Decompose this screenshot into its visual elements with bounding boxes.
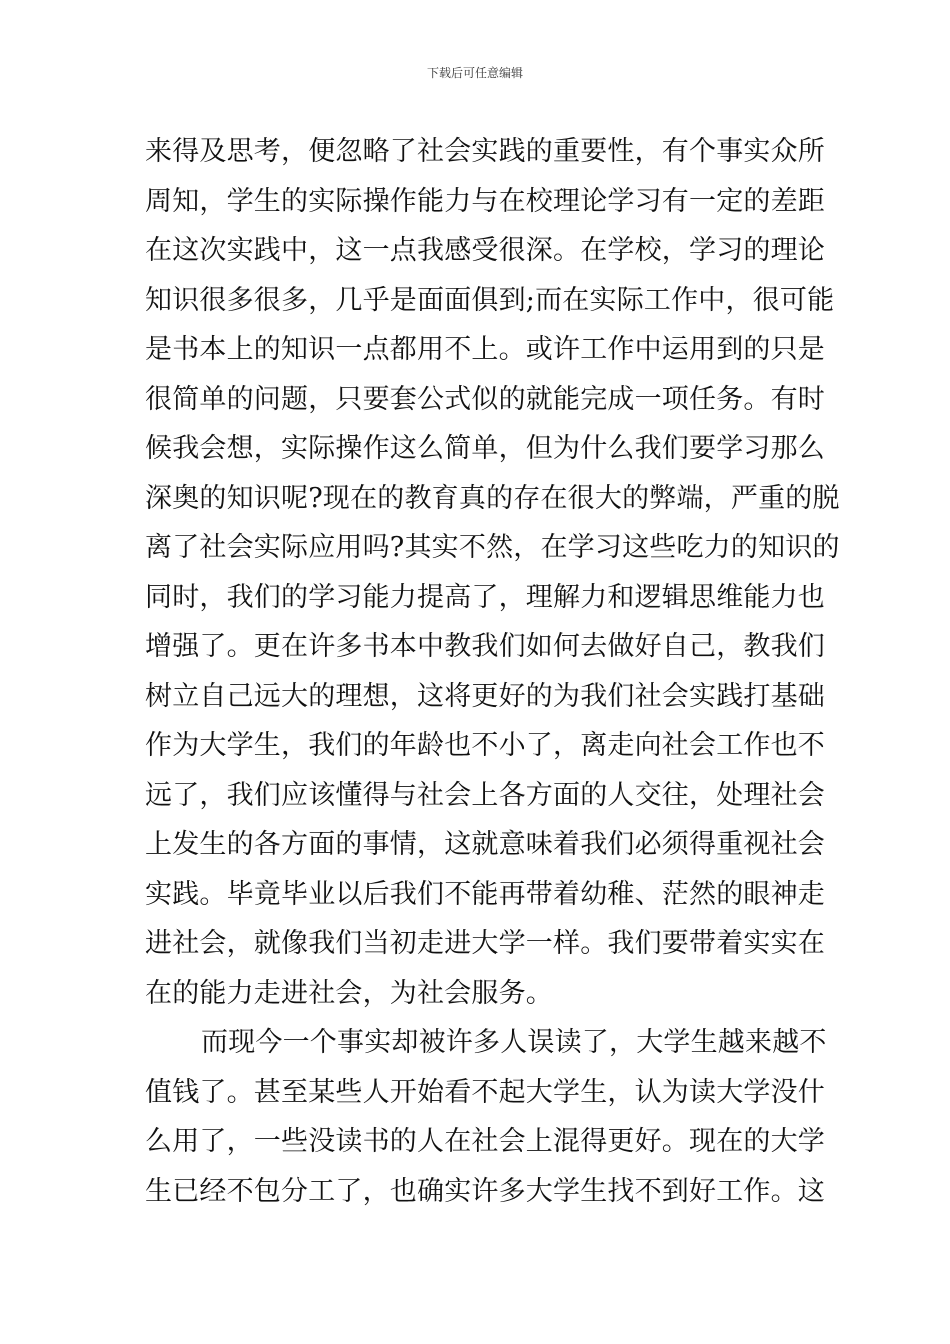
text-line: 同时，我们的学习能力提高了，理解力和逻辑思维能力也 (145, 581, 825, 613)
text-line: 离了社会实际应用吗?其实不然，在学习这些吃力的知识的 (145, 532, 840, 563)
paragraph-first-line: 而现今一个事实却被许多人误读了，大学生越来越不 (201, 1027, 827, 1058)
text-line: 在这次实践中，这一点我感受很深。在学校，学习的理论 (145, 235, 825, 266)
text-line: 在的能力走进社会，为社会服务。 (145, 977, 553, 1009)
text-line: 远了，我们应该懂得与社会上各方面的人交往，处理社会 (145, 779, 825, 811)
body-text (145, 127, 840, 1216)
text-line: 候我会想，实际操作这么简单，但为什么我们要学习那么 (145, 433, 825, 464)
text-line: 深奥的知识呢?现在的教育真的存在很大的弊端，严重的脱 (145, 482, 840, 514)
text-line: 树立自己远大的理想，这将更好的为我们社会实践打基础 (145, 680, 825, 712)
text-line: 实践。毕竟毕业以后我们不能再带着幼稚、茫然的眼神走 (145, 878, 825, 910)
text-line: 上发生的各方面的事情，这就意味着我们必须得重视社会 (145, 829, 825, 860)
text-line: 来得及思考，便忽略了社会实践的重要性，有个事实众所 (145, 136, 825, 167)
text-line: 生已经不包分工了，也确实许多大学生找不到好工作。这 (145, 1175, 825, 1207)
text-line: 增强了。更在许多书本中教我们如何去做好自己，教我们 (145, 631, 825, 662)
text-line: 知识很多很多，几乎是面面俱到;而在实际工作中，很可能 (145, 284, 835, 316)
text-line: 很简单的问题，只要套公式似的就能完成一项任务。有时 (145, 383, 825, 415)
text-line: 值钱了。甚至某些人开始看不起大学生，认为读大学没什 (145, 1076, 825, 1108)
text-line: 作为大学生，我们的年龄也不小了，离走向社会工作也不 (145, 730, 825, 761)
page-header: 下载后可任意编辑 (426, 66, 523, 80)
text-line: 周知，学生的实际操作能力与在校理论学习有一定的差距 (145, 185, 825, 217)
text-line: 是书本上的知识一点都用不上。或许工作中运用到的只是 (145, 334, 825, 365)
text-line: 进社会，就像我们当初走进大学一样。我们要带着实实在 (145, 928, 825, 959)
text-line: 么用了，一些没读书的人在社会上混得更好。现在的大学 (145, 1126, 825, 1157)
